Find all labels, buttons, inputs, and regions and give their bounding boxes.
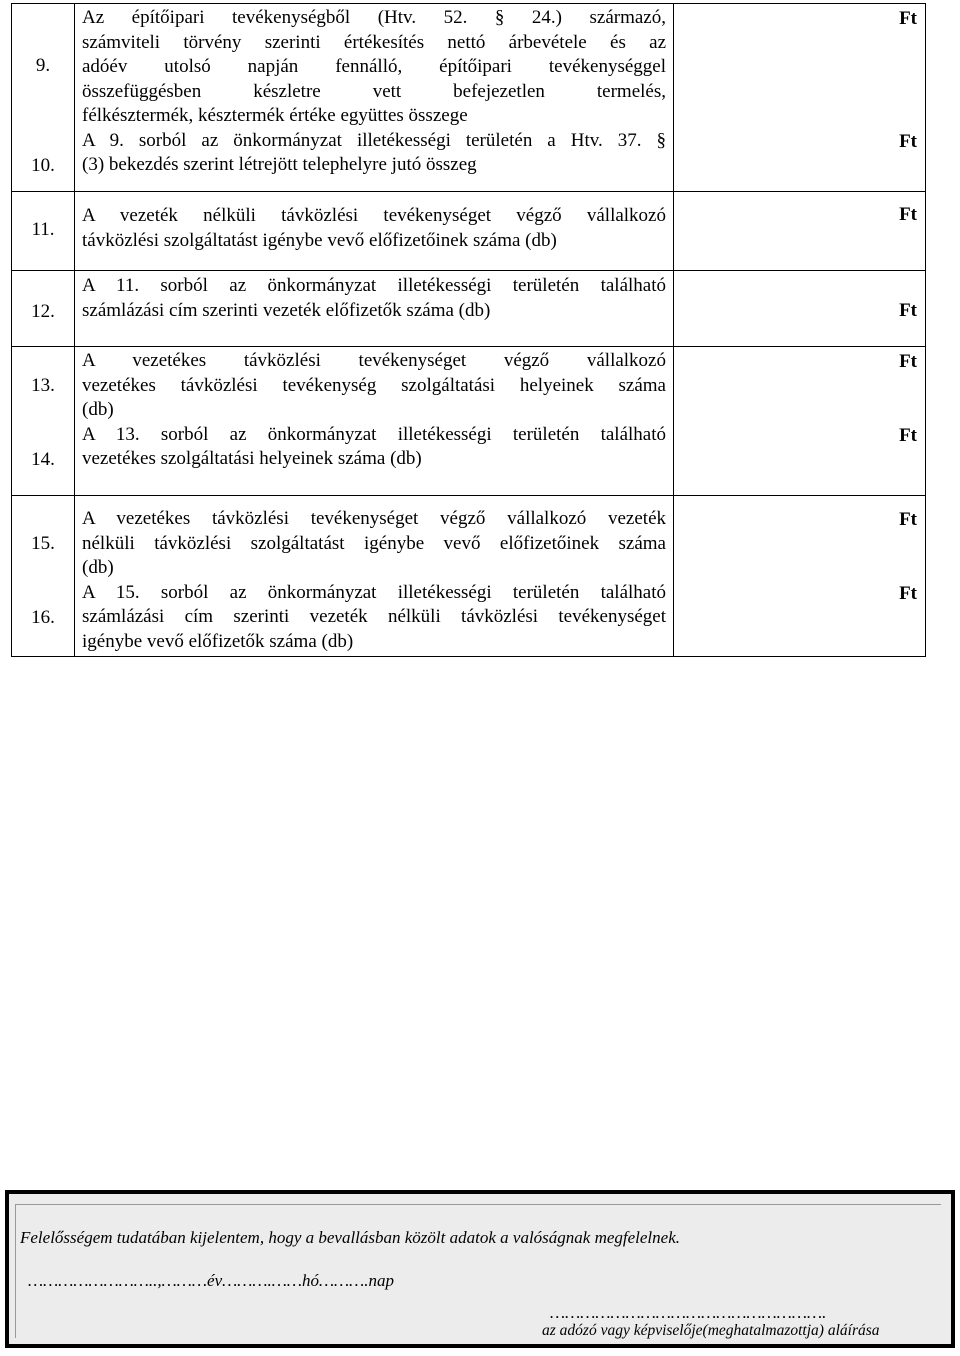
description-line: vezetékes szolgáltatási helyeinek száma (db) — [82, 448, 422, 469]
row-number: 14. — [31, 449, 55, 470]
signature-line[interactable]: ………………………………………………. — [550, 1303, 827, 1322]
description-line: adóév utolsó napján fennálló, építőipari tevékenységgel — [82, 56, 666, 77]
signature-label: az adózó vagy képviselője(meghatalmazottja) aláírása — [542, 1322, 880, 1339]
row-description-cell — [75, 4, 674, 192]
description-line: (db) — [82, 557, 114, 578]
amount-input-cell[interactable] — [674, 347, 926, 496]
tax-form-table — [11, 3, 926, 657]
currency-unit: Ft — [899, 425, 917, 446]
amount-input-cell[interactable] — [674, 4, 926, 192]
description-line: összefüggésben készletre vett befejezetlen termelés, — [82, 80, 666, 102]
description-line: A 11. sorból az önkormányzat illetékességi területén található — [82, 275, 666, 296]
row-number: 9. — [35, 55, 51, 76]
declaration-box — [5, 1190, 955, 1348]
currency-unit: Ft — [899, 204, 917, 225]
description-line: (3) bekezdés szerint létrejött telephelyre jutó összeg — [82, 154, 477, 175]
row-number: 15. — [31, 533, 55, 554]
amount-input-cell[interactable] — [674, 271, 926, 347]
description-line: A 9. sorból az önkormányzat illetékességi területén a Htv. 37. § — [82, 129, 666, 151]
table-row — [12, 192, 926, 271]
description-line: félkésztermék, késztermék értéke együttes összege — [82, 105, 468, 126]
description-line: A 13. sorból az önkormányzat illetékességi területén található — [82, 423, 666, 445]
row-number: 12. — [31, 301, 55, 322]
currency-unit: Ft — [899, 351, 917, 372]
description-line: Az építőipari tevékenységből (Htv. 52. § 24.) származó, — [82, 7, 666, 28]
row-description-cell — [75, 271, 674, 347]
row-number: 16. — [31, 607, 55, 628]
description-line: A vezetékes távközlési tevékenységet végző vállalkozó — [82, 350, 666, 371]
row-number-cell — [12, 496, 75, 657]
row-number: 10. — [31, 155, 55, 176]
row-number-cell — [12, 347, 75, 496]
currency-unit: Ft — [899, 300, 917, 321]
description-line: A 15. sorból az önkormányzat illetékességi területén található — [82, 581, 666, 603]
declaration-statement: Felelősségem tudatában kijelentem, hogy a bevallásban közölt adatok a valóságnak megfelelnek. — [20, 1228, 680, 1247]
table-row — [12, 4, 926, 192]
currency-unit: Ft — [899, 509, 917, 530]
row-number: 13. — [31, 375, 55, 396]
table-row — [12, 347, 926, 496]
description-line: A vezetékes távközlési tevékenységet végző vállalkozó vezeték — [82, 508, 666, 529]
table-row — [12, 271, 926, 347]
description-line: igénybe vevő előfizetők száma (db) — [82, 630, 354, 652]
amount-input-cell[interactable] — [674, 192, 926, 271]
description-line: vezetékes távközlési tevékenység szolgáltatási helyeinek száma — [82, 374, 666, 396]
description-line: nélküli távközlési szolgáltatást igénybe vevő előfizetőinek száma — [82, 532, 666, 554]
description-line: számlázási cím szerinti vezeték nélküli távközlési tevékenységet — [82, 606, 666, 627]
row-description-cell — [75, 347, 674, 496]
description-line: (db) — [82, 399, 114, 420]
description-line: A vezeték nélküli távközlési tevékenységet végző vállalkozó — [82, 205, 666, 226]
date-line[interactable]: ……………………..,………év……….……hó……….nap — [28, 1271, 395, 1290]
row-number-cell — [12, 271, 75, 347]
row-description-cell — [75, 192, 674, 271]
description-line: számlázási cím szerinti vezeték előfizetők száma (db) — [82, 299, 491, 321]
description-line: számviteli törvény szerinti értékesítés nettó árbevétele és az — [82, 31, 666, 53]
row-description-cell — [75, 496, 674, 657]
currency-unit: Ft — [899, 583, 917, 604]
description-line: távközlési szolgáltatást igénybe vevő előfizetőinek száma (db) — [82, 229, 557, 251]
row-number-cell — [12, 4, 75, 192]
amount-input-cell[interactable] — [674, 496, 926, 657]
declaration-inner — [15, 1204, 941, 1338]
row-number-cell — [12, 192, 75, 271]
row-number: 11. — [31, 219, 55, 240]
currency-unit: Ft — [899, 131, 917, 152]
table-row — [12, 496, 926, 657]
currency-unit: Ft — [899, 8, 917, 29]
